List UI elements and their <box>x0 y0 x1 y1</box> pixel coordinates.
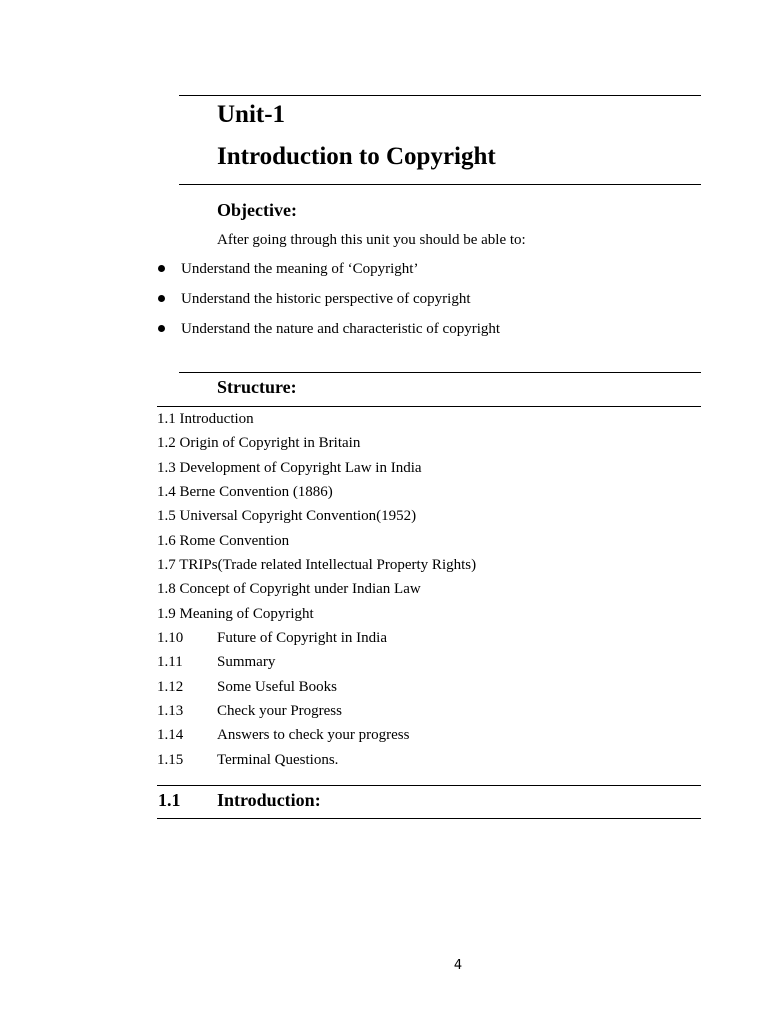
introduction-top-rule <box>157 785 701 786</box>
structure-item <box>157 628 476 652</box>
unit-title: Introduction to Copyright <box>217 143 496 170</box>
structure-item <box>157 579 476 603</box>
title-bottom-rule <box>179 184 701 185</box>
structure-item-number: 1.10 <box>157 630 184 647</box>
structure-item-text: 1.7 TRIPs(Trade related Intellectual Property Rights) <box>157 557 477 574</box>
structure-item-number: 1.14 <box>157 727 184 744</box>
structure-item-number: 1.12 <box>157 678 184 695</box>
structure-item <box>157 604 476 628</box>
structure-item-text: 1.1 Introduction <box>157 411 254 427</box>
objective-intro: After going through this unit you should be able to: <box>217 232 526 248</box>
structure-item <box>157 555 476 579</box>
structure-item <box>157 725 476 749</box>
structure-item <box>157 409 476 433</box>
structure-item-text: Future of Copyright in India <box>217 630 387 647</box>
structure-item <box>157 677 476 701</box>
structure-item-text: 1.9 Meaning of Copyright <box>157 605 314 622</box>
structure-item-text: Terminal Questions. <box>217 751 339 768</box>
structure-item-text: 1.6 Rome Convention <box>157 532 290 549</box>
objective-bullet-text: Understand the nature and characteristic of copyright <box>181 321 501 337</box>
unit-label: Unit-1 <box>217 101 286 128</box>
structure-item <box>157 482 476 506</box>
structure-item-number: 1.15 <box>157 751 184 768</box>
bullet-icon <box>158 325 165 332</box>
structure-item-text: 1.8 Concept of Copyright under Indian Law <box>157 581 421 598</box>
page-number: 4 <box>453 958 463 973</box>
structure-item <box>157 506 476 530</box>
structure-item-text: 1.5 Universal Copyright Convention(1952) <box>157 508 417 525</box>
structure-item <box>157 433 476 457</box>
objective-bullet-text: Understand the meaning of ‘Copyright’ <box>181 261 419 277</box>
structure-item-text: Check your Progress <box>217 703 342 720</box>
structure-top-rule <box>179 372 701 373</box>
introduction-section-number: 1.1 <box>158 790 181 810</box>
structure-item-text: Some Useful Books <box>217 678 337 695</box>
title-top-rule <box>179 95 701 96</box>
introduction-bottom-rule <box>157 818 701 819</box>
structure-item <box>157 531 476 555</box>
structure-item-number: 1.13 <box>157 703 184 720</box>
structure-item-text: 1.3 Development of Copyright Law in India <box>157 459 422 476</box>
structure-item <box>157 458 476 482</box>
structure-item-text: 1.4 Berne Convention (1886) <box>157 484 333 501</box>
structure-item <box>157 750 476 774</box>
introduction-heading: Introduction: <box>217 790 321 810</box>
bullet-icon <box>158 295 165 302</box>
structure-heading: Structure: <box>217 377 297 397</box>
objective-bullet-text: Understand the historic perspective of copyright <box>181 291 471 307</box>
structure-list <box>157 409 476 774</box>
structure-item-text: Answers to check your progress <box>217 727 410 744</box>
objective-heading: Objective: <box>217 200 297 220</box>
structure-item-text: Summary <box>217 654 276 671</box>
structure-item-number: 1.11 <box>157 654 183 671</box>
bullet-icon <box>158 265 165 272</box>
structure-item-text: 1.2 Origin of Copyright in Britain <box>157 435 361 452</box>
structure-bottom-rule <box>157 406 701 407</box>
structure-item <box>157 701 476 725</box>
structure-item <box>157 652 476 676</box>
